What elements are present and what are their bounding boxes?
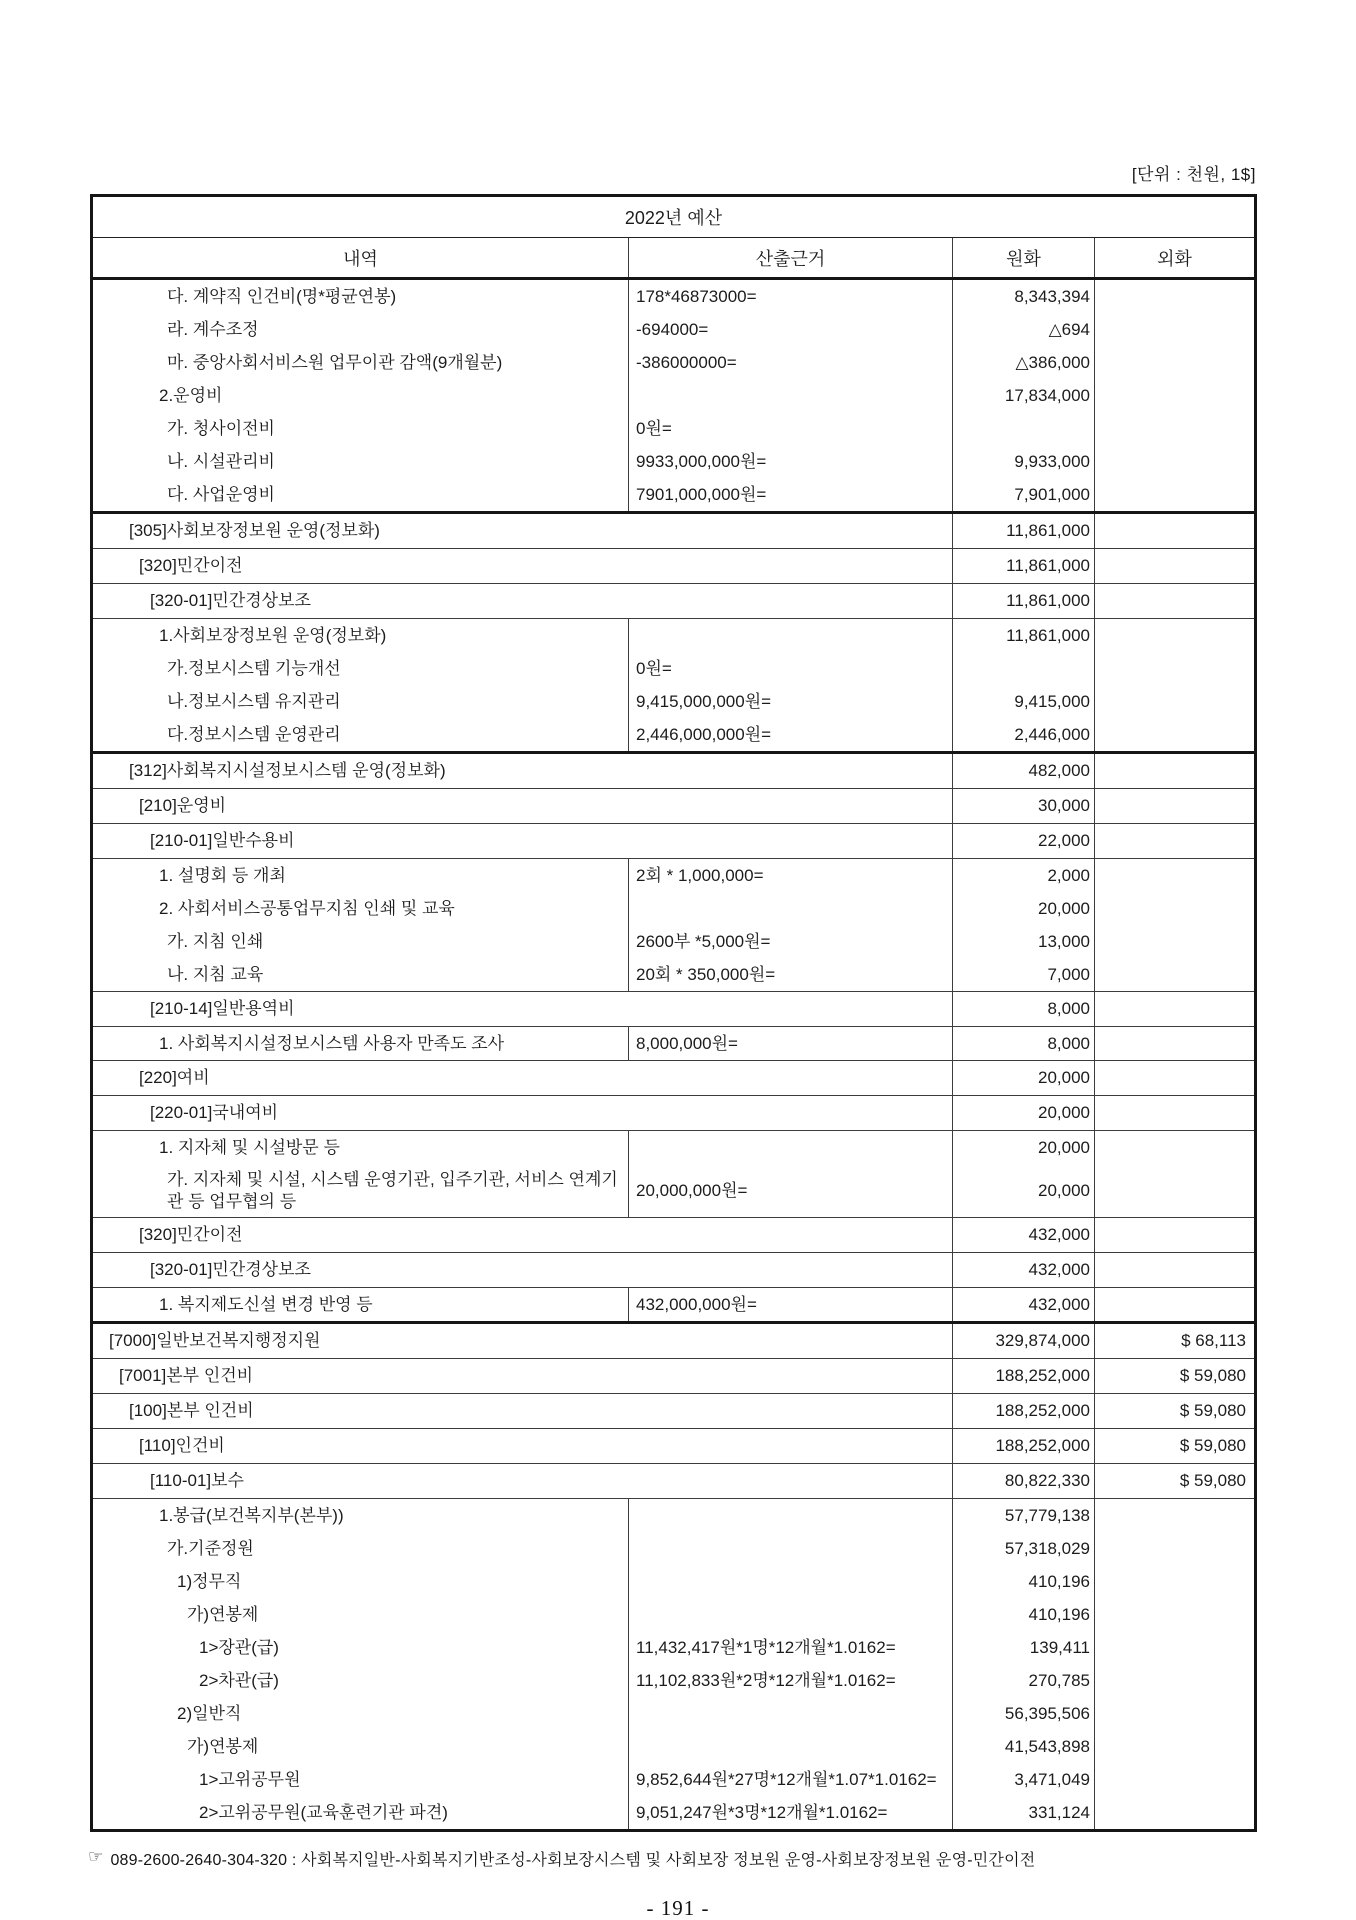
cell-foreign [1094,892,1254,925]
cell-krw: 20,000 [952,892,1094,925]
cell-detail: [110-01]보수 [150,1471,244,1491]
cell-basis: 11,432,417원*1명*12개월*1.0162= [628,1631,952,1664]
cell-krw: 432,000 [952,1218,1094,1252]
cell-basis: 0원= [628,412,952,445]
table-row [93,1321,1254,1358]
cell-detail: [210-14]일반용역비 [150,999,295,1019]
table-row [93,445,1254,478]
cell-detail: 가.정보시스템 기능개선 [167,658,341,678]
cell-foreign [1094,1664,1254,1697]
table-row [93,1026,1254,1060]
cell-krw: 2,446,000 [952,718,1094,751]
cell-foreign [1094,925,1254,958]
cell-krw: 410,196 [952,1565,1094,1598]
cell-detail: 1. 설명회 등 개최 [159,865,286,885]
cell-foreign: $ 59,080 [1094,1464,1254,1498]
table-row [93,618,1254,652]
table-row [93,313,1254,346]
cell-basis [628,1565,952,1598]
cell-foreign [1094,379,1254,412]
cell-basis [628,1730,952,1763]
cell-krw: 432,000 [952,1253,1094,1287]
table-row [93,1565,1254,1598]
table-row [93,1498,1254,1532]
column-header-basis: 산출근거 [628,238,952,277]
cell-detail: [305]사회보장정보원 운영(정보화) [129,521,380,541]
cell-krw: 11,861,000 [952,514,1094,548]
cell-detail: [110]인건비 [139,1436,225,1456]
cell-krw: 8,000 [952,992,1094,1026]
cell-detail: 가. 지자체 및 시설, 시스템 운영기관, 입주기관, 서비스 연계기관 등 업무협의 등 [167,1169,618,1211]
cell-basis: 0원= [628,652,952,685]
cell-krw: △694 [952,313,1094,346]
table-row [93,1664,1254,1697]
cell-detail: 다. 사업운영비 [167,484,275,504]
table-row [93,751,1254,788]
cell-basis: 9,415,000,000원= [628,685,952,718]
cell-foreign [1094,280,1254,313]
table-row [93,1763,1254,1796]
cell-krw: 270,785 [952,1664,1094,1697]
table-row [93,925,1254,958]
cell-krw: 139,411 [952,1631,1094,1664]
cell-basis: 7901,000,000원= [628,478,952,511]
table-body [93,280,1254,1829]
column-header-foreign: 외화 [1094,238,1254,277]
table-row [93,1095,1254,1130]
cell-foreign [1094,754,1254,788]
cell-foreign [1094,1532,1254,1565]
table-row [93,1393,1254,1428]
cell-basis: 20,000,000원= [628,1164,952,1217]
cell-krw [952,652,1094,685]
cell-basis: 20회 * 350,000원= [628,958,952,991]
cell-foreign [1094,584,1254,618]
pointing-hand-icon: ☞ [88,1847,104,1866]
cell-detail: 가. 지침 인쇄 [167,931,264,951]
cell-krw: 9,415,000 [952,685,1094,718]
cell-basis [628,1697,952,1730]
cell-krw: 188,252,000 [952,1429,1094,1463]
cell-detail: 1.봉급(보건복지부(본부)) [159,1505,344,1525]
cell-foreign [1094,313,1254,346]
cell-detail: 2.운영비 [159,385,223,405]
table-row [93,548,1254,583]
cell-foreign [1094,685,1254,718]
table-row [93,379,1254,412]
cell-foreign [1094,1027,1254,1060]
cell-foreign [1094,1763,1254,1796]
cell-foreign [1094,1218,1254,1252]
table-row [93,1796,1254,1829]
cell-krw [952,412,1094,445]
cell-basis: 9933,000,000원= [628,445,952,478]
cell-foreign [1094,992,1254,1026]
table-row [93,511,1254,548]
cell-detail: 나. 시설관리비 [167,451,275,471]
table-row [93,991,1254,1026]
cell-krw: 20,000 [952,1131,1094,1164]
table-row [93,1428,1254,1463]
cell-detail: [320]민간이전 [139,556,243,576]
cell-detail: [220-01]국내여비 [150,1103,279,1123]
table-row [93,718,1254,751]
cell-foreign [1094,789,1254,823]
cell-detail: [7001]본부 인건비 [119,1366,254,1386]
table-row [93,1463,1254,1498]
table-row [93,823,1254,858]
cell-krw: 11,861,000 [952,584,1094,618]
footnote [88,1847,1268,1870]
cell-foreign [1094,1164,1254,1217]
table-row [93,1598,1254,1631]
table-row [93,858,1254,892]
cell-krw: 9,933,000 [952,445,1094,478]
cell-basis: 9,051,247원*3명*12개월*1.0162= [628,1796,952,1829]
cell-krw: 20,000 [952,1096,1094,1130]
cell-detail: 2)일반직 [177,1703,242,1723]
cell-foreign [1094,1565,1254,1598]
cell-detail: 1)정무직 [177,1571,242,1591]
cell-foreign [1094,445,1254,478]
cell-detail: [320-01]민간경상보조 [150,1260,311,1280]
table-row [93,1130,1254,1164]
cell-krw: 80,822,330 [952,1464,1094,1498]
cell-detail: 다. 계약직 인건비(명*평균연봉) [167,286,397,306]
cell-foreign [1094,1253,1254,1287]
cell-detail: 나. 지침 교육 [167,964,264,984]
cell-foreign [1094,1697,1254,1730]
cell-basis [628,1598,952,1631]
cell-basis: 2600부 *5,000원= [628,925,952,958]
cell-foreign [1094,412,1254,445]
footnote-text: 089-2600-2640-304-320 : 사회복지일반-사회복지기반조성-사회보장시스템 및 사회보장 정보원 운영-사회보장정보원 운영-민간이전 [110,1852,1036,1869]
cell-krw: 30,000 [952,789,1094,823]
cell-krw: 41,543,898 [952,1730,1094,1763]
table-row [93,892,1254,925]
cell-foreign [1094,1796,1254,1829]
cell-detail: [312]사회복지시설정보시스템 운영(정보화) [129,761,446,781]
cell-krw: 13,000 [952,925,1094,958]
cell-foreign [1094,1131,1254,1164]
table-row [93,1287,1254,1321]
cell-detail: 1. 지자체 및 시설방문 등 [159,1137,340,1157]
cell-krw: 7,901,000 [952,478,1094,511]
cell-detail: 가)연봉제 [187,1736,259,1756]
cell-krw: 57,779,138 [952,1499,1094,1532]
cell-krw: 331,124 [952,1796,1094,1829]
table-row [93,478,1254,511]
cell-basis [628,1532,952,1565]
table-row [93,685,1254,718]
cell-basis: 2,446,000,000원= [628,718,952,751]
cell-detail: 1. 복지제도신설 변경 반영 등 [159,1294,373,1314]
table-header [93,238,1254,280]
cell-krw: 329,874,000 [952,1324,1094,1358]
table-row [93,652,1254,685]
cell-basis [628,1499,952,1532]
cell-detail: 가.기준정원 [167,1538,254,1558]
cell-basis [628,379,952,412]
cell-foreign [1094,478,1254,511]
cell-foreign [1094,1598,1254,1631]
cell-detail: 2. 사회서비스공통업무지침 인쇄 및 교육 [159,898,455,918]
cell-krw: 410,196 [952,1598,1094,1631]
table-row [93,1060,1254,1095]
table-row [93,1697,1254,1730]
cell-detail: [100]본부 인건비 [129,1401,254,1421]
cell-foreign [1094,549,1254,583]
cell-detail: 나.정보시스템 유지관리 [167,691,341,711]
column-header-krw: 원화 [952,238,1094,277]
cell-detail: 2>고위공무원(교육훈련기관 파견) [199,1802,448,1822]
budget-table [90,194,1257,1832]
cell-detail: [210]운영비 [139,796,227,816]
cell-foreign [1094,652,1254,685]
table-row [93,1217,1254,1252]
table-row [93,280,1254,313]
cell-basis [628,892,952,925]
cell-krw: 56,395,506 [952,1697,1094,1730]
cell-basis: 8,000,000원= [628,1027,952,1060]
cell-foreign [1094,1288,1254,1321]
cell-krw: 2,000 [952,859,1094,892]
cell-krw: 8,000 [952,1027,1094,1060]
cell-basis [628,1131,952,1164]
cell-detail: 1.사회보장정보원 운영(정보화) [159,625,387,645]
cell-krw: 17,834,000 [952,379,1094,412]
cell-detail: [7000]일반보건복지행정지원 [109,1331,321,1351]
cell-foreign [1094,958,1254,991]
cell-foreign [1094,346,1254,379]
cell-foreign [1094,1096,1254,1130]
table-row [93,583,1254,618]
cell-krw: 188,252,000 [952,1359,1094,1393]
cell-detail: 마. 중앙사회서비스원 업무이관 감액(9개월분) [167,352,503,372]
cell-detail: 1>고위공무원 [199,1769,301,1789]
cell-krw: 20,000 [952,1061,1094,1095]
cell-krw: 22,000 [952,824,1094,858]
cell-foreign [1094,1499,1254,1532]
cell-detail: 1. 사회복지시설정보시스템 사용자 만족도 조사 [159,1033,505,1053]
table-row [93,1252,1254,1287]
cell-krw: 57,318,029 [952,1532,1094,1565]
cell-foreign: $ 59,080 [1094,1429,1254,1463]
cell-detail: 2>차관(급) [199,1670,279,1690]
table-row [93,346,1254,379]
cell-basis: 2회 * 1,000,000= [628,859,952,892]
cell-foreign [1094,1730,1254,1763]
cell-foreign [1094,718,1254,751]
cell-foreign [1094,1631,1254,1664]
cell-krw: 188,252,000 [952,1394,1094,1428]
cell-basis: 11,102,833원*2명*12개월*1.0162= [628,1664,952,1697]
cell-detail: 다.정보시스템 운영관리 [167,724,341,744]
table-row [93,1532,1254,1565]
cell-basis [628,619,952,652]
cell-krw: 8,343,394 [952,280,1094,313]
cell-krw: 11,861,000 [952,549,1094,583]
table-row [93,958,1254,991]
table-row [93,412,1254,445]
table-row [93,1164,1254,1217]
table-row [93,788,1254,823]
cell-detail: [220]여비 [139,1068,210,1088]
cell-krw: 11,861,000 [952,619,1094,652]
column-header-detail: 내역 [343,248,378,269]
cell-detail: 1>장관(급) [199,1637,279,1657]
cell-basis: -694000= [628,313,952,346]
cell-foreign [1094,859,1254,892]
cell-basis: 178*46873000= [628,280,952,313]
cell-krw: 20,000 [952,1164,1094,1217]
cell-basis: 9,852,644원*27명*12개월*1.07*1.0162= [628,1763,952,1796]
cell-foreign [1094,824,1254,858]
cell-detail: [210-01]일반수용비 [150,831,295,851]
cell-basis: 432,000,000원= [628,1288,952,1321]
cell-krw: 432,000 [952,1288,1094,1321]
cell-foreign [1094,619,1254,652]
cell-krw: 3,471,049 [952,1763,1094,1796]
table-row [93,1631,1254,1664]
cell-basis: -386000000= [628,346,952,379]
cell-detail: [320-01]민간경상보조 [150,591,311,611]
cell-foreign [1094,514,1254,548]
cell-foreign: $ 59,080 [1094,1359,1254,1393]
cell-foreign: $ 59,080 [1094,1394,1254,1428]
cell-krw: △386,000 [952,346,1094,379]
page-number: - 191 - [646,1896,710,1920]
cell-detail: 가. 청사이전비 [167,418,275,438]
cell-detail: 가)연봉제 [187,1604,259,1624]
table-row [93,1358,1254,1393]
table-row [93,1730,1254,1763]
cell-foreign [1094,1061,1254,1095]
cell-krw: 7,000 [952,958,1094,991]
cell-foreign: $ 68,113 [1094,1324,1254,1358]
cell-detail: 라. 계수조정 [167,319,259,339]
table-title: 2022년 예산 [93,197,1254,238]
unit-note: [단위 : 천원, 1$] [1131,165,1256,184]
cell-detail: [320]민간이전 [139,1225,243,1245]
cell-krw: 482,000 [952,754,1094,788]
